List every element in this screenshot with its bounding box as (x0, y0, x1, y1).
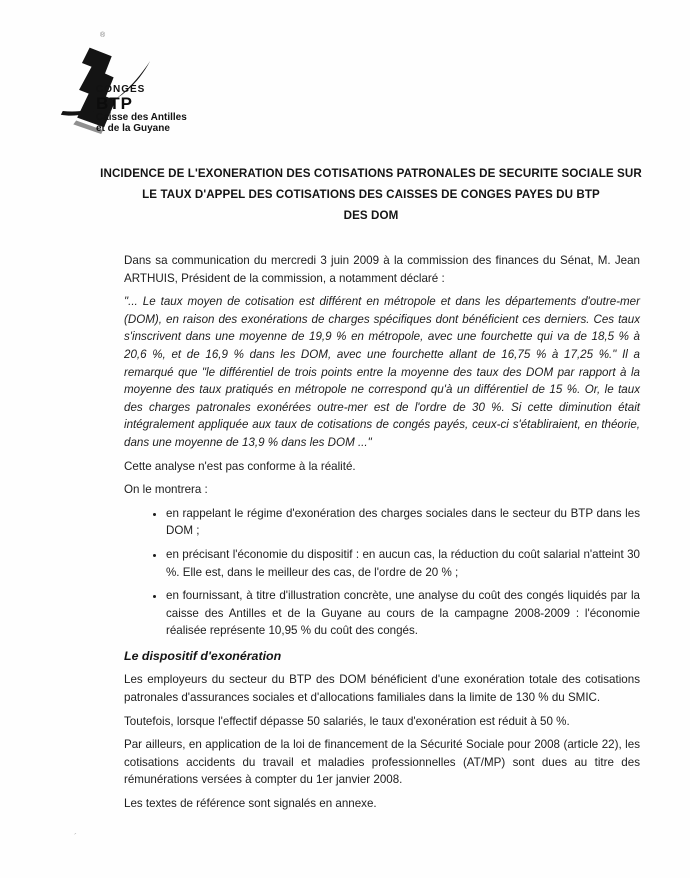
registered-mark: ® (100, 32, 106, 39)
dispositif-paragraph-1: Les employeurs du secteur du BTP des DOM bénéficient d'une exonération totale des cotisations patronales d'assurances sociales et d'allocations familiales dans la limite de 130 % du SMIC. (124, 673, 640, 705)
title-line-2: LE TAUX D'APPEL DES COTISATIONS DES CAISSES DE CONGES PAYES DU BTP (142, 188, 600, 201)
intro-paragraph: Dans sa communication du mercredi 3 juin 2009 à la commission des finances du Sénat, M. Jean ARTHUIS, Président de la commission, a notamment déclaré : (124, 254, 640, 285)
logo-caisse-line: Caisse des Antilles (96, 112, 187, 123)
dispositif-paragraph-4: Les textes de référence sont signalés en annexe. (124, 797, 377, 811)
list-item: • en fournissant, à titre d'illustration concrète, une analyse du coût des congés liquidés par la caisse des Antilles et de la Guyane au cours de la campagne 2008-2009 : l'économie réalisée représente 10,95 % du coût des congés. (166, 587, 640, 640)
dispositif-paragraph-2: Toutefois, lorsque l'effectif dépasse 50 salariés, le taux d'exonération est réduit à 50 %. (124, 714, 570, 728)
quote-paragraph: "... Le taux moyen de cotisation est différent en métropole et dans les départements d'outre-mer (DOM), en raison des exonérations de charges spécifiques dont bénéficient ces derniers. Ces taux s'inscrivent dans une moyenne de 19,9 % en métropole, avec une fourchette qui va de 18,5 % à 20,6 %, et de 16,9 % dans les DOM, avec une fourchette allant de 16,75 % à 17,25 %." Il a remarqué que "le différentiel de trois points entre la moyenne des taux des DOM par rapport à la moyenne des taux pratiqués en métropole ne correspond qu'à un différentiel de 15 %. Or, le taux des charges patronales exonérées outre-mer est de l'ordre de 30 %. Si cette diminution était intégralement appliquée aux taux de cotisations de congés payés, ceux-ci s'établiraient, en théorie, dans une moyenne de 13,9 % dans les DOM ..." (124, 295, 640, 449)
bullet-list (124, 505, 640, 640)
logo (56, 34, 256, 150)
section-heading-dispositif: Le dispositif d'exonération (124, 648, 282, 663)
list-item: • en rappelant le régime d'exonération des charges sociales dans le secteur du BTP dans les DOM ; (166, 505, 640, 540)
logo-name-btp: BTP (96, 94, 133, 113)
document-body (124, 252, 640, 819)
scan-artifact: ´ (74, 832, 77, 842)
analysis-statement: Cette analyse n'est pas conforme à la réalité. (124, 459, 356, 473)
title-line-3: DES DOM (343, 209, 399, 222)
logo-guyane-line: et de la Guyane (96, 123, 170, 134)
montrera-lead-in: On le montrera : (124, 483, 208, 497)
logo-text (96, 84, 187, 134)
document-title (100, 163, 642, 226)
title-line-1: INCIDENCE DE L'EXONERATION DES COTISATIONS PATRONALES DE SECURITE SOCIALE SUR (100, 167, 642, 180)
dispositif-paragraph-3: Par ailleurs, en application de la loi de financement de la Sécurité Sociale pour 2008 (article 22), les cotisations accidents du travail et maladies professionnelles (AT/MP) sont dues au titre des rémunérations versées à compter du 1er janvier 2008. (124, 738, 640, 787)
list-item: • en précisant l'économie du dispositif : en aucun cas, la réduction du coût salarial n'atteint 30 %. Elle est, dans le meilleur des cas, de l'ordre de 20 % ; (166, 546, 640, 581)
logo-name-conges: CONGES (96, 84, 146, 95)
